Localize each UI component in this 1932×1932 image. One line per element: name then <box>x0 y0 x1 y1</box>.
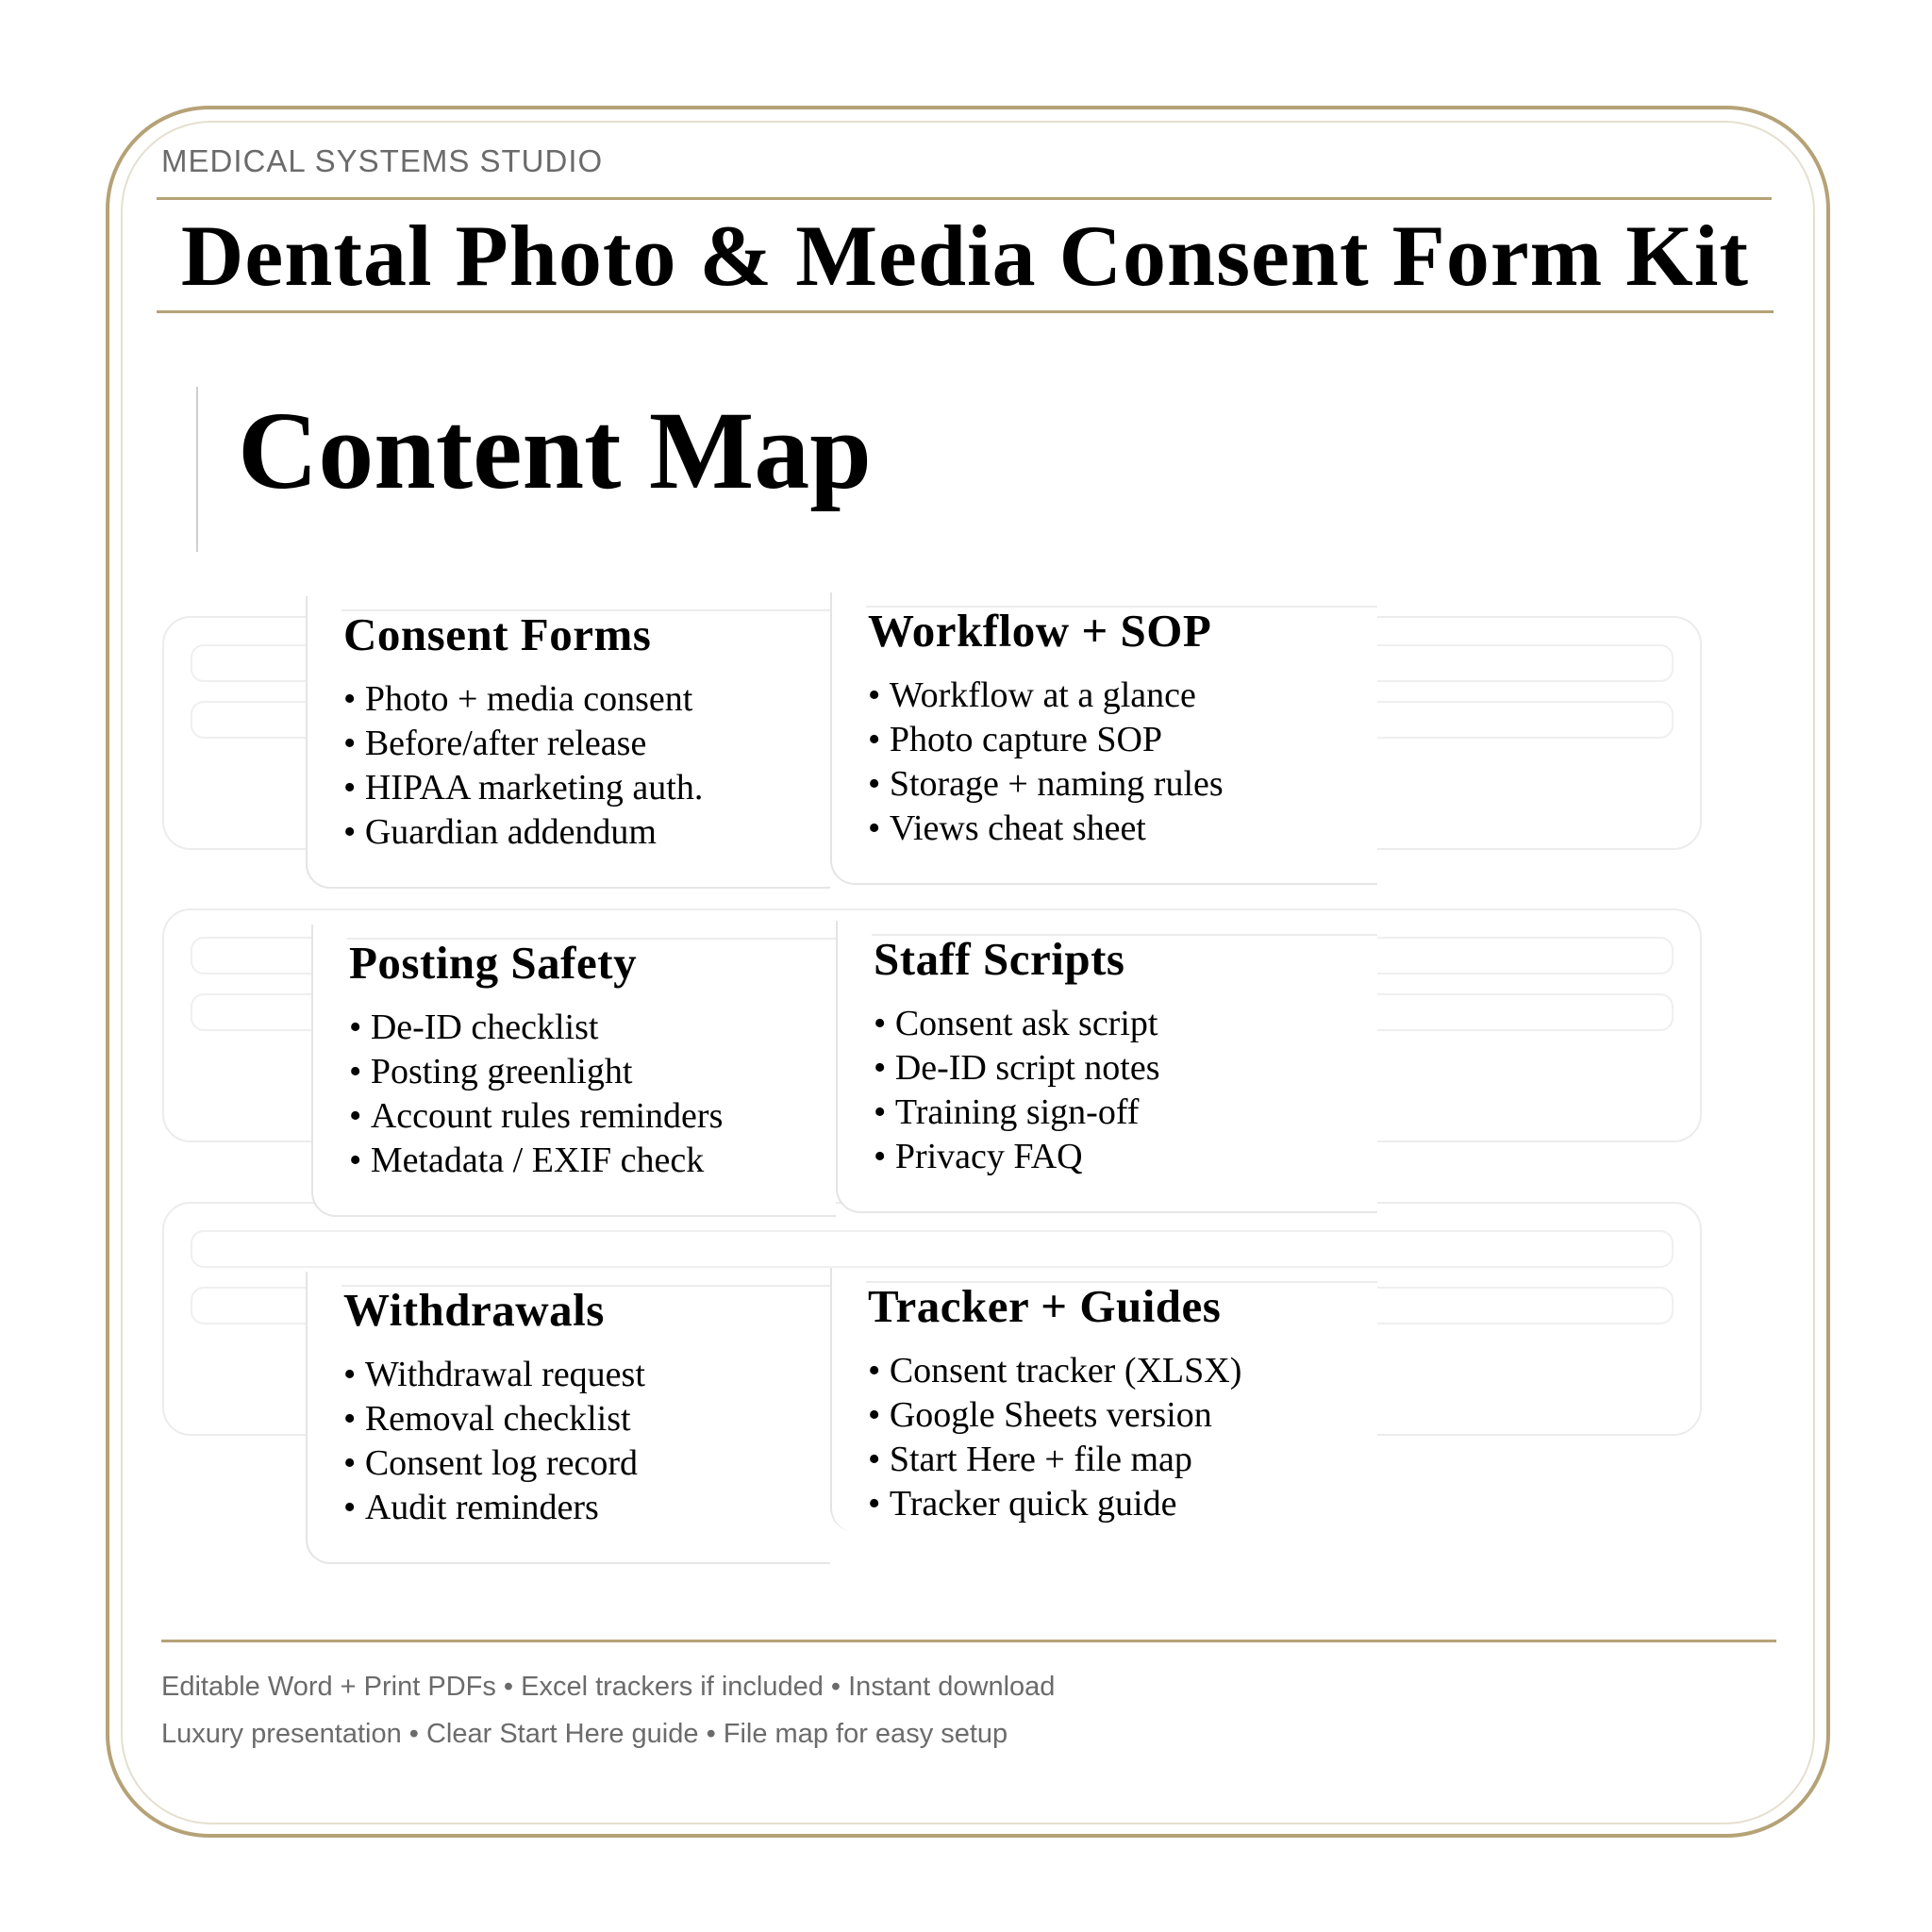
list-item: • Storage + naming rules <box>868 762 1224 807</box>
list-item: • De-ID checklist <box>349 1006 723 1050</box>
card-item-list <box>868 1349 1241 1526</box>
list-item: • Audit reminders <box>343 1486 645 1530</box>
header-bottom-rule <box>157 310 1774 313</box>
list-item: • Before/after release <box>343 722 703 766</box>
card-title: Workflow + SOP <box>868 605 1212 657</box>
page-title: Dental Photo & Media Consent Form Kit <box>180 208 1750 304</box>
list-item: • Consent tracker (XLSX) <box>868 1349 1241 1393</box>
card-item-list <box>874 1002 1160 1179</box>
list-item: • Guardian addendum <box>343 810 703 855</box>
list-item: • Tracker quick guide <box>868 1482 1241 1526</box>
list-item: • Photo + media consent <box>343 677 703 722</box>
list-item: • De-ID script notes <box>874 1046 1160 1091</box>
section-heading: Content Map <box>238 389 872 512</box>
footer-tagline-2: Luxury presentation • Clear Start Here guide • File map for easy setup <box>161 1719 1008 1749</box>
list-item: • Removal checklist <box>343 1397 645 1441</box>
card-item-list <box>343 1353 645 1530</box>
list-item: • Withdrawal request <box>343 1353 645 1397</box>
content-card-workflow-sop <box>830 592 1377 885</box>
card-item-list <box>349 1006 723 1183</box>
list-item: • Account rules reminders <box>349 1094 723 1139</box>
header-top-rule <box>157 197 1772 200</box>
footer-rule <box>161 1640 1776 1642</box>
card-title: Posting Safety <box>349 937 638 989</box>
content-card-consent-forms <box>306 596 830 889</box>
footer-tagline-1: Editable Word + Print PDFs • Excel trackers if included • Instant download <box>161 1672 1056 1702</box>
list-item: • Metadata / EXIF check <box>349 1139 723 1183</box>
list-item: • Workflow at a glance <box>868 674 1224 718</box>
card-title: Staff Scripts <box>874 933 1125 985</box>
list-item: • Consent log record <box>343 1441 645 1486</box>
card-title: Withdrawals <box>343 1284 605 1336</box>
section-accent-bar <box>196 387 198 552</box>
list-item: • Training sign-off <box>874 1091 1160 1135</box>
list-item: • Start Here + file map <box>868 1438 1241 1482</box>
content-card-withdrawals <box>306 1272 830 1564</box>
brand-label: MEDICAL SYSTEMS STUDIO <box>161 143 604 178</box>
content-card-posting-safety <box>311 924 836 1217</box>
card-item-list <box>343 677 703 855</box>
list-item: • Consent ask script <box>874 1002 1160 1046</box>
list-item: • Privacy FAQ <box>874 1135 1160 1179</box>
content-card-staff-scripts <box>836 921 1377 1213</box>
card-title: Consent Forms <box>343 608 652 660</box>
list-item: • HIPAA marketing auth. <box>343 766 703 810</box>
list-item: • Views cheat sheet <box>868 807 1224 851</box>
list-item: • Google Sheets version <box>868 1393 1241 1438</box>
card-title: Tracker + Guides <box>868 1280 1222 1332</box>
list-item: • Posting greenlight <box>349 1050 723 1094</box>
background-line <box>191 1230 1674 1268</box>
card-item-list <box>868 674 1224 851</box>
content-card-tracker-guides <box>830 1268 1377 1532</box>
list-item: • Photo capture SOP <box>868 718 1224 762</box>
